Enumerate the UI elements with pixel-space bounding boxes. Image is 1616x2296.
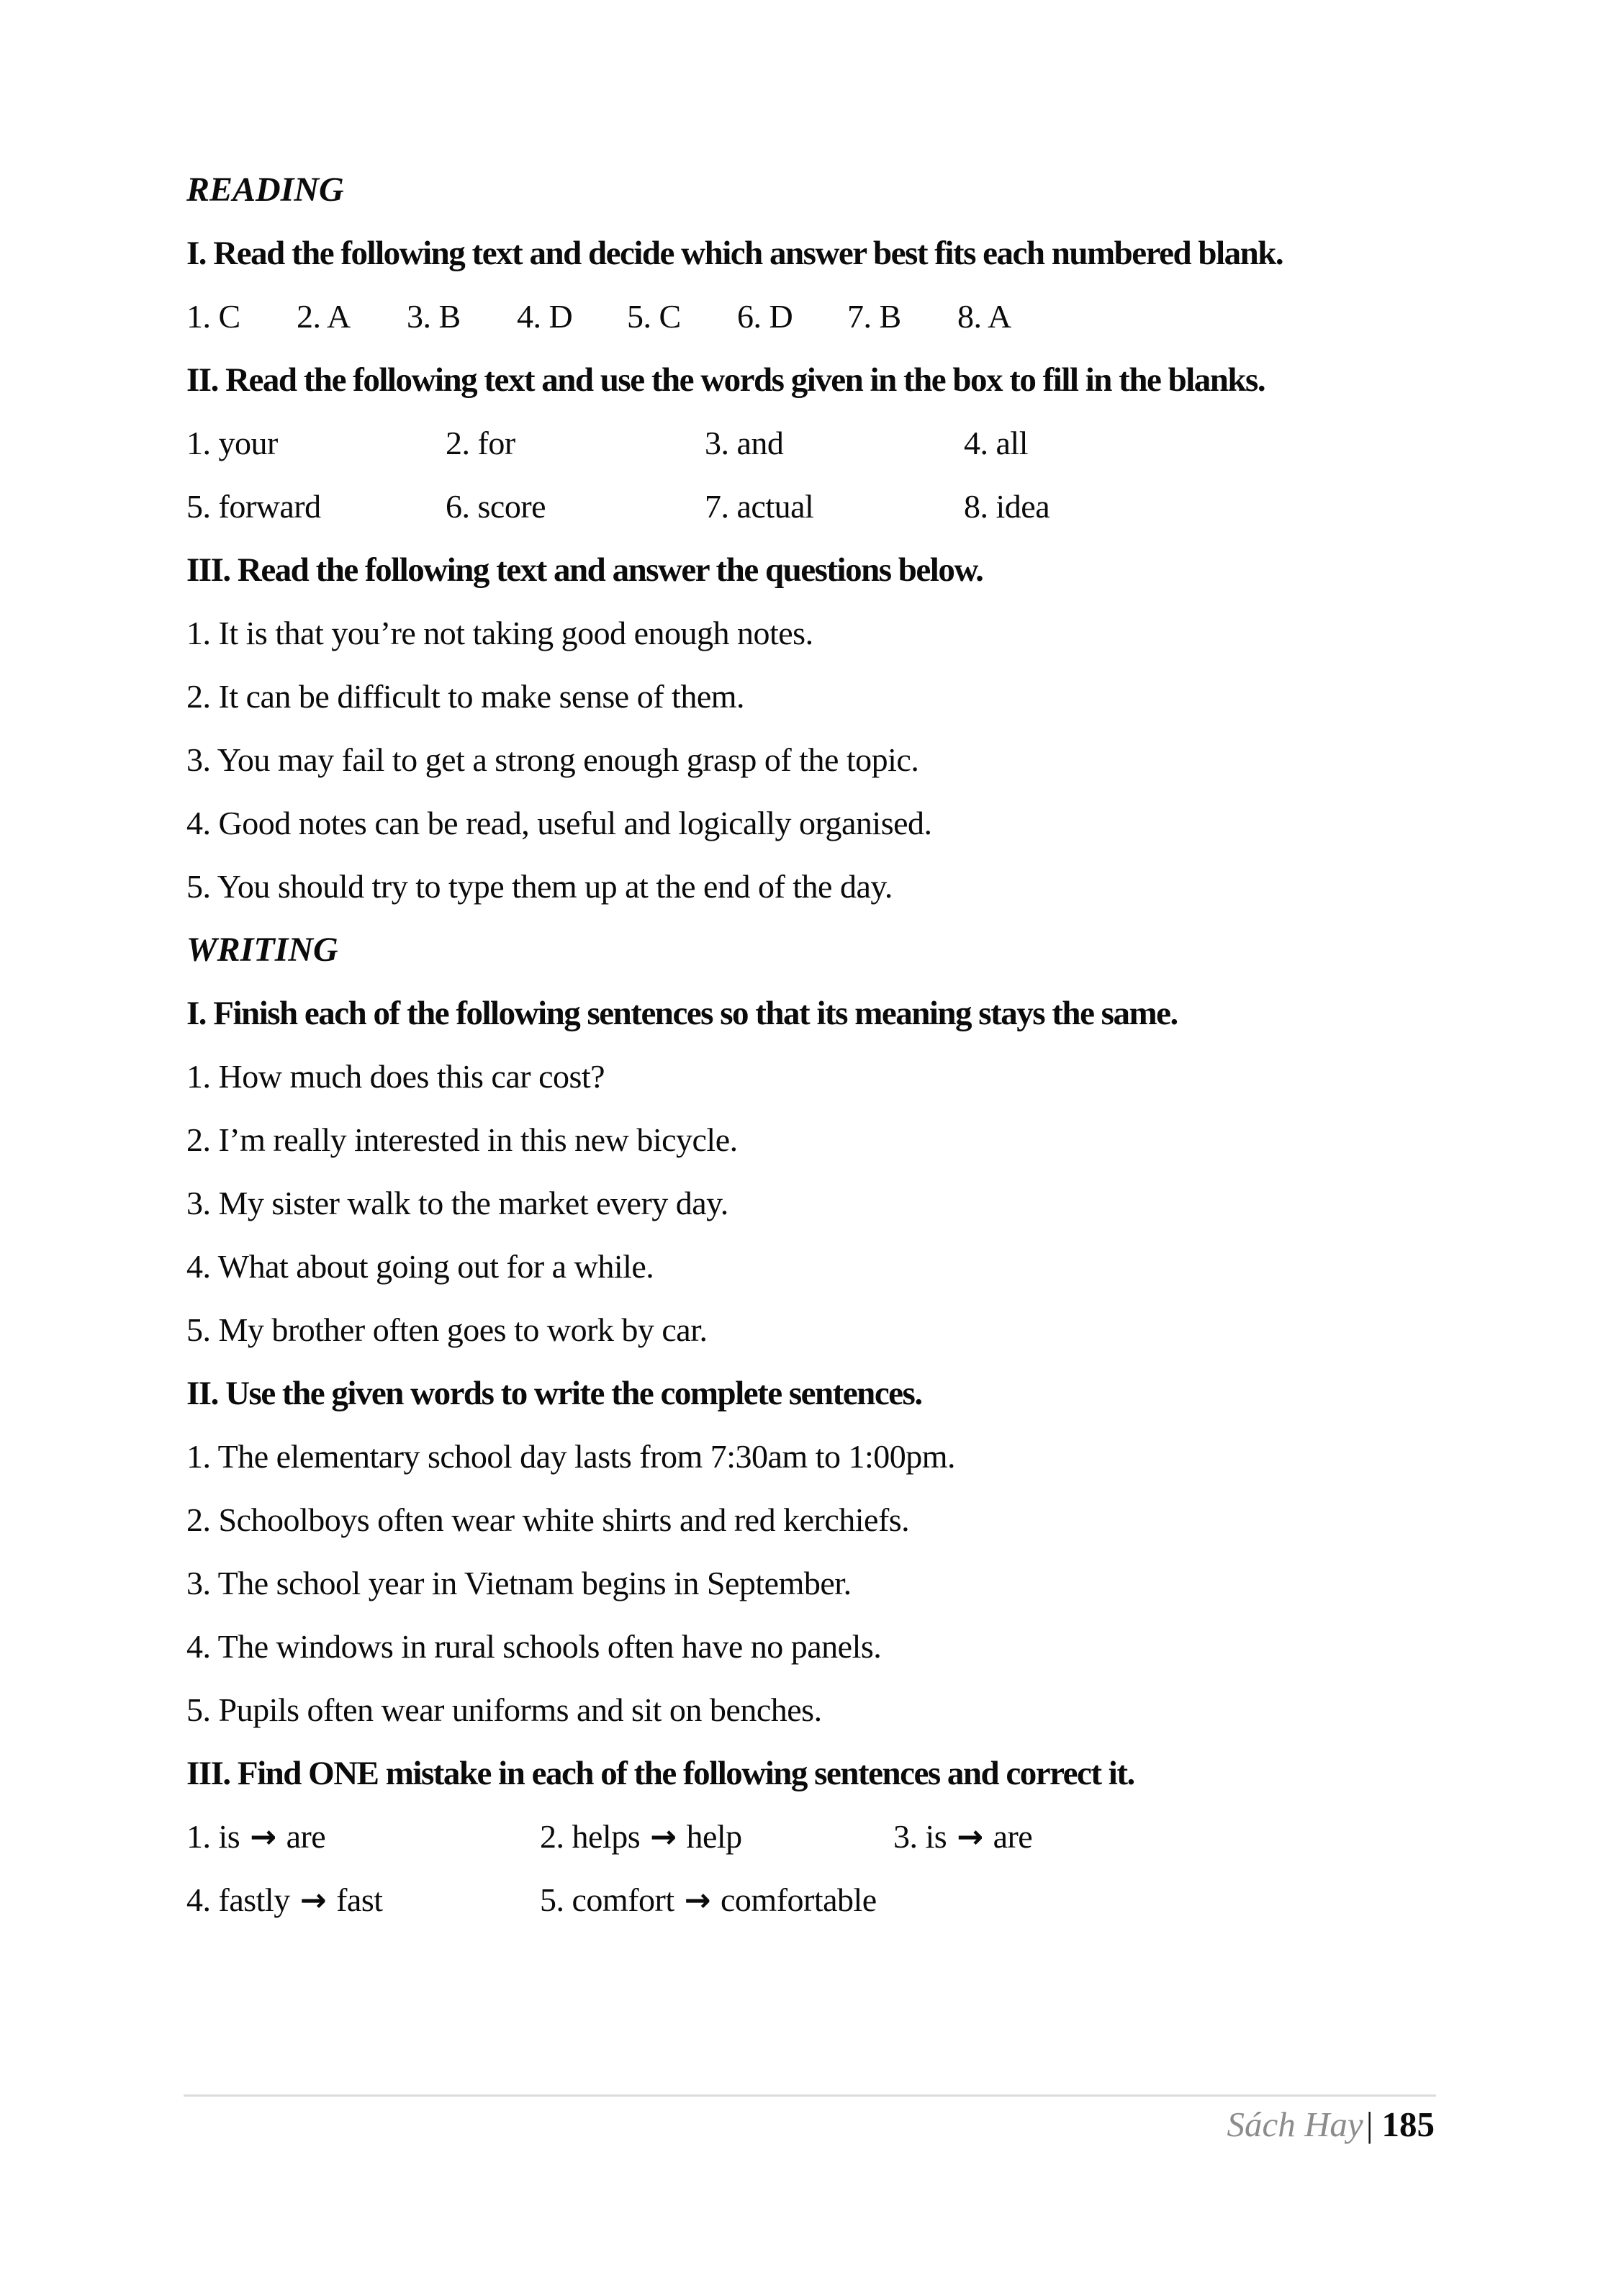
answer-sentence: 1. The elementary school day lasts from 7:30am to 1:00pm.: [186, 1438, 956, 1475]
corrected-word: comfortable: [721, 1881, 877, 1918]
reading-section2-answers-row1: [186, 412, 1439, 475]
answer-item: 4. all: [964, 425, 1028, 461]
answer-sentence: 4. What about going out for a while.: [186, 1248, 654, 1285]
answer-sentence: 4. The windows in rural schools often have no panels.: [186, 1628, 882, 1665]
answer-item: 1. C: [186, 298, 240, 335]
corrected-word: help: [686, 1818, 742, 1855]
answer-item: 8. A: [957, 298, 1011, 335]
wrong-word: 5. comfort: [540, 1881, 674, 1918]
answer-sentence: 3. The school year in Vietnam begins in September.: [186, 1565, 852, 1601]
answer-sentence: 3. My sister walk to the market every day.: [186, 1185, 728, 1221]
writing-section1-heading: I. Finish each of the following sentences so that its meaning stays the same.: [186, 995, 1178, 1032]
right-arrow-icon: →: [957, 1819, 983, 1856]
reading-section2-answers-row2: [186, 475, 1439, 538]
answer-item: 6. score: [446, 488, 546, 525]
footer-divider: [184, 2094, 1436, 2097]
wrong-word: 1. is: [186, 1818, 240, 1855]
answer-sentence: 5. Pupils often wear uniforms and sit on benches.: [186, 1691, 822, 1728]
reading-section1-heading: I. Read the following text and decide which answer best fits each numbered blank.: [186, 235, 1283, 272]
answer-sentence: 4. Good notes can be read, useful and logically organised.: [186, 805, 932, 841]
answer-sentence: 1. It is that you’re not taking good enough notes.: [186, 615, 813, 651]
answer-item: 5. forward: [186, 488, 321, 525]
answer-item: 2. for: [446, 425, 515, 461]
answer-item: 4. D: [517, 298, 573, 335]
answer-sentence: 2. It can be difficult to make sense of them.: [186, 678, 745, 715]
answer-sentence: 2. I’m really interested in this new bicycle.: [186, 1121, 738, 1158]
page-number: 185: [1381, 2105, 1435, 2144]
answer-item: 8. idea: [964, 488, 1050, 525]
writing-title: WRITING: [186, 931, 338, 969]
reading-section3-heading: III. Read the following text and answer the questions below.: [186, 551, 983, 589]
answer-item: 2. A: [297, 298, 351, 335]
corrected-word: are: [286, 1818, 326, 1855]
right-arrow-icon: →: [250, 1819, 276, 1856]
correction-item: [540, 1868, 877, 1933]
answer-sentence: 1. How much does this car cost?: [186, 1058, 605, 1095]
footer-separator: |: [1366, 2105, 1373, 2144]
answer-item: 5. C: [627, 298, 681, 335]
correction-item: [186, 1805, 532, 1869]
writing-section2-heading: II. Use the given words to write the complete sentences.: [186, 1375, 922, 1412]
answer-item: 3. B: [407, 298, 461, 335]
right-arrow-icon: →: [299, 1882, 327, 1919]
right-arrow-icon: →: [684, 1882, 710, 1919]
answer-item: 3. and: [705, 425, 784, 461]
correction-item: [186, 1868, 532, 1933]
answer-sentence: 5. You should try to type them up at the end of the day.: [186, 868, 893, 905]
wrong-word: 4. fastly: [186, 1881, 290, 1918]
reading-title: READING: [186, 171, 344, 209]
writing-section3-corrections-row2: [186, 1868, 1439, 1932]
answer-item: 7. B: [847, 298, 901, 335]
wrong-word: 3. is: [893, 1818, 947, 1855]
reading-section1-answers: [186, 285, 1439, 348]
writing-section3-heading: III. Find ONE mistake in each of the following sentences and correct it.: [186, 1755, 1134, 1792]
corrected-word: are: [993, 1818, 1033, 1855]
answer-sentence: 5. My brother often goes to work by car.: [186, 1311, 708, 1348]
reading-section2-heading: II. Read the following text and use the words given in the box to fill in the blanks.: [186, 361, 1265, 399]
answer-sentence: 2. Schoolboys often wear white shirts and red kerchiefs.: [186, 1501, 910, 1538]
correction-item: [893, 1805, 1032, 1869]
answer-item: 7. actual: [705, 488, 814, 525]
writing-section3-corrections-row1: [186, 1805, 1439, 1868]
wrong-word: 2. helps: [540, 1818, 641, 1855]
answer-item: 6. D: [737, 298, 793, 335]
answer-sentence: 3. You may fail to get a strong enough grasp of the topic.: [186, 741, 919, 778]
page-footer: [1227, 2103, 1435, 2146]
correction-item: [540, 1805, 885, 1869]
right-arrow-icon: →: [650, 1819, 677, 1856]
answer-key-content: [186, 158, 1439, 1932]
corrected-word: fast: [336, 1881, 383, 1918]
answer-item: 1. your: [186, 425, 278, 461]
footer-brand: Sách Hay: [1227, 2105, 1363, 2144]
